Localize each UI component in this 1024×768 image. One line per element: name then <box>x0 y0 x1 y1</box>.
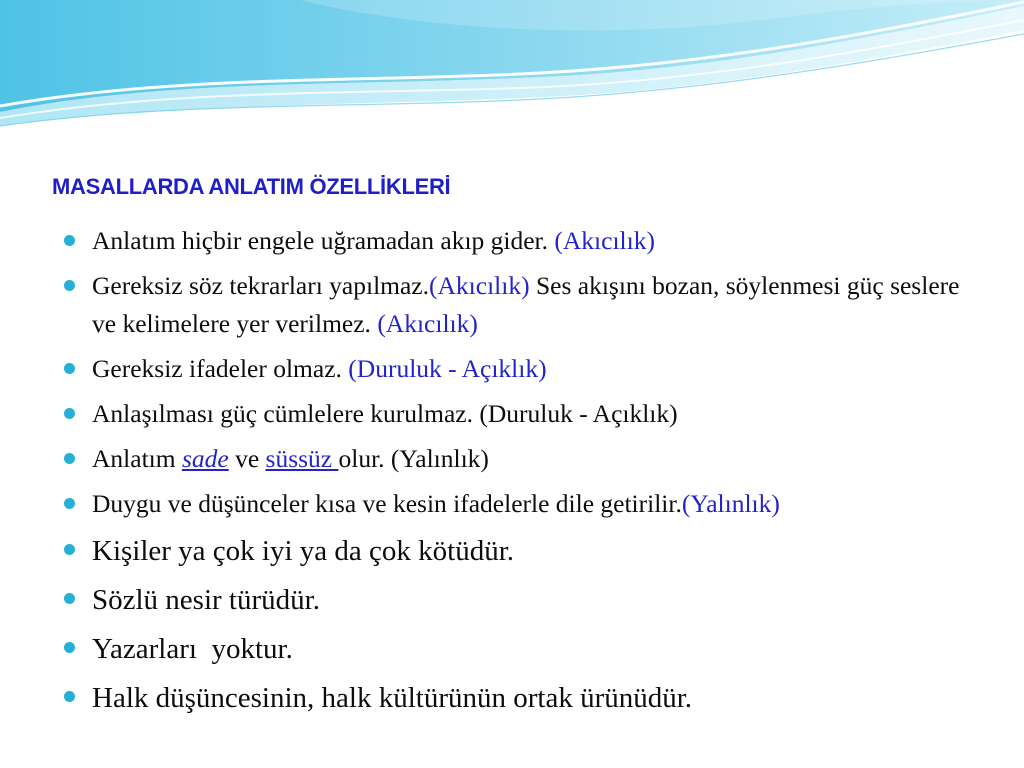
bullet-dot-icon <box>64 593 75 604</box>
list-item <box>60 628 960 670</box>
list-item <box>60 222 960 260</box>
bullet-text: Yazarları yoktur. <box>92 633 293 665</box>
list-item <box>60 267 960 343</box>
bullet-text: Ses akışını bozan, söylenmesi güç seslere ve kelimelere yer verilmez. <box>92 271 960 338</box>
bullet-category: (Akıcılık) <box>377 309 478 338</box>
bullet-category: (Akıcılık) <box>554 226 655 255</box>
link-sussuz[interactable]: süssüz <box>265 444 339 473</box>
bullet-dot-icon <box>64 363 75 374</box>
bullet-text: olur. (Yalınlık) <box>338 444 489 473</box>
list-item <box>60 395 960 433</box>
slide-title: MASALLARDA ANLATIM ÖZELLİKLERİ <box>52 174 451 199</box>
bullet-text: Anlatım hiçbir engele uğramadan akıp gider. <box>92 226 555 255</box>
bullet-dot-icon <box>64 642 75 653</box>
bullet-dot-icon <box>64 498 75 509</box>
bullet-dot-icon <box>64 235 75 246</box>
bullet-text: ve <box>228 444 266 473</box>
list-item <box>60 440 960 478</box>
list-item <box>60 579 960 621</box>
bullet-dot-icon <box>64 691 75 702</box>
bullet-text: Anlatım <box>92 444 182 473</box>
bullet-text: Duygu ve düşünceler kısa ve kesin ifadelerle dile getirilir. <box>92 489 682 518</box>
bullet-text: Kişiler ya çok iyi ya da çok kötüdür. <box>92 535 515 567</box>
link-sade[interactable]: sade <box>181 444 229 473</box>
bullet-text: Gereksiz söz tekrarları yapılmaz. <box>92 271 430 300</box>
bullet-list <box>60 222 960 726</box>
bullet-text: Anlaşılması güç cümlelere kurulmaz. (Duruluk - Açıklık) <box>92 399 678 428</box>
bullet-category: (Duruluk - Açıklık) <box>348 354 547 383</box>
bullet-dot-icon <box>64 408 75 419</box>
bullet-category: (Akıcılık) <box>429 271 530 300</box>
bullet-text: Gereksiz ifadeler olmaz. <box>92 354 349 383</box>
bullet-category: (Yalınlık) <box>681 489 780 518</box>
bullet-text: Halk düşüncesinin, halk kültürünün ortak ürünüdür. <box>92 682 693 714</box>
list-item <box>60 677 960 719</box>
decorative-wave-banner <box>0 0 1024 140</box>
bullet-text: Sözlü nesir türüdür. <box>92 584 320 616</box>
list-item <box>60 350 960 388</box>
list-item <box>60 485 960 523</box>
bullet-dot-icon <box>64 544 75 555</box>
bullet-dot-icon <box>64 280 75 291</box>
bullet-dot-icon <box>64 453 75 464</box>
list-item <box>60 530 960 572</box>
